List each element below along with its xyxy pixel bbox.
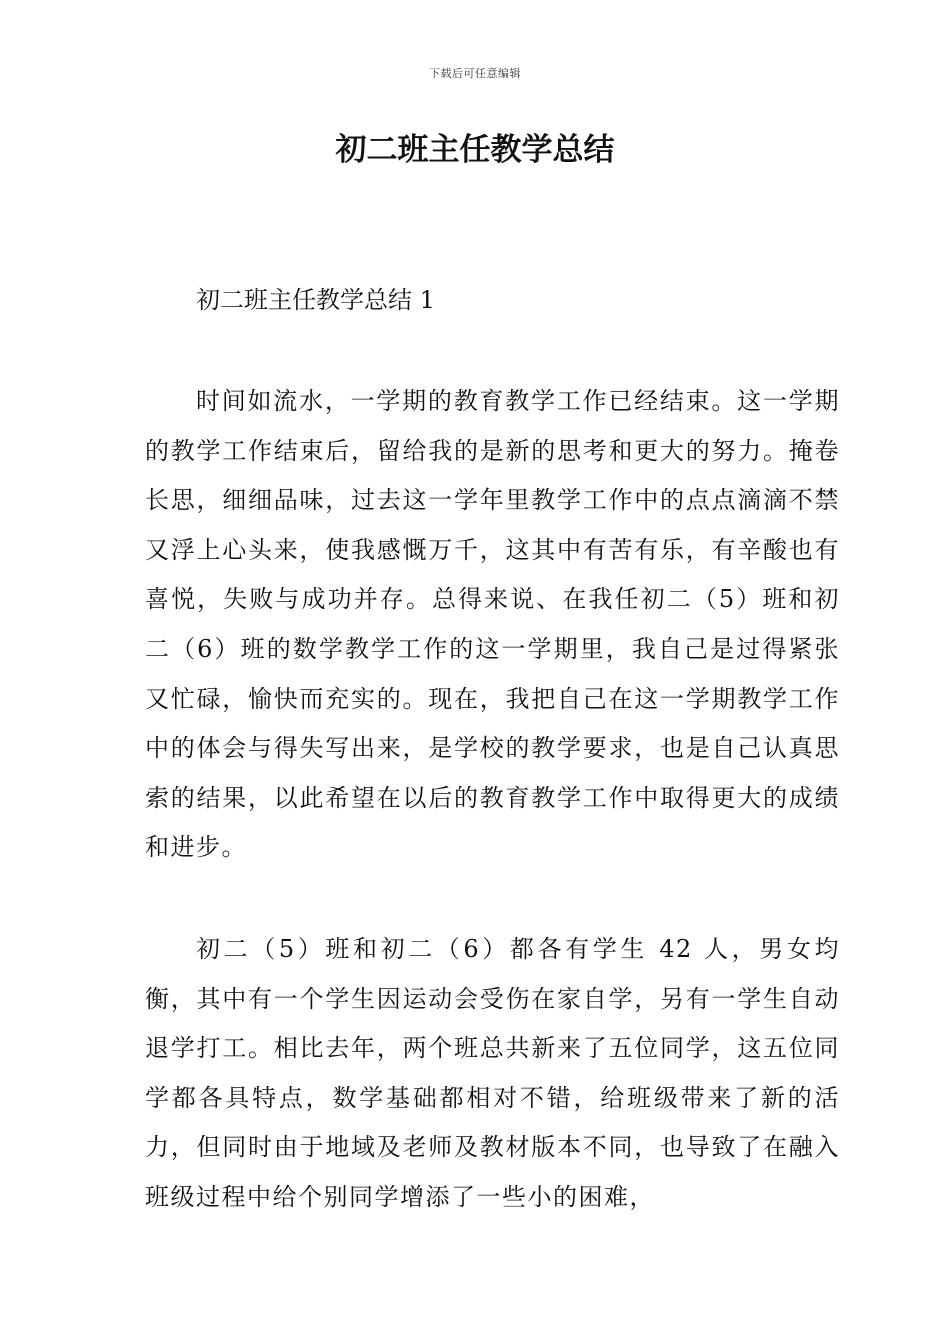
paragraph-2: 初二（5）班和初二（6）都各有学生 42 人，男女均衡，其中有一个学生因运动会受伤在家自学，另有一学生自动退学打工。相比去年，两个班总共新来了五位同学，这五位同学都各具特点，数学基础都相对不错，给班级带来了新的活力，但同时由于地域及老师及教材版本不同，也导致了在融入班级过程中给个别同学增添了一些小的困难， <box>145 935 840 1211</box>
paragraph-1: 时间如流水，一学期的教育教学工作已经结束。这一学期的教学工作结束后，留给我的是新的思考和更大的努力。掩卷长思，细细品味，过去这一学年里教学工作中的点点滴滴不禁又浮上心头来，使我感慨万千，这其中有苦有乐，有辛酸也有喜悦，失败与成功并存。总得来说、在我任初二（5）班和初二（6）班的数学教学工作的这一学期里，我自己是过得紧张又忙碌，愉快而充实的。现在，我把自己在这一学期教学工作中的体会与得失写出来，是学校的教学要求，也是自己认真思索的结果，以此希望在以后的教育教学工作中取得更大的成绩和进步。 <box>145 387 840 862</box>
header-note: 下载后可任意编辑 <box>429 67 521 80</box>
document-title: 初二班主任教学总结 <box>335 132 615 168</box>
section-heading: 初二班主任教学总结 1 <box>196 286 435 314</box>
